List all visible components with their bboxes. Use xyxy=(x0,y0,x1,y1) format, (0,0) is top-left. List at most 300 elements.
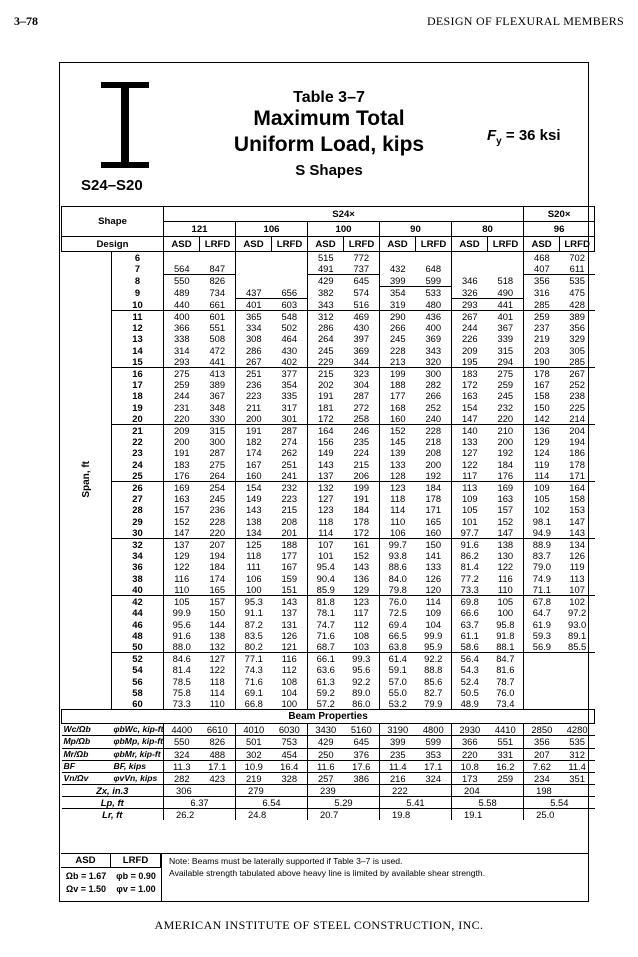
load-cell: 245 xyxy=(209,493,226,505)
lp-value: 6.54 xyxy=(236,797,308,809)
load-cell: 294 xyxy=(497,355,514,367)
load-cell: 76.0 xyxy=(380,596,416,608)
span-value: 11 xyxy=(112,311,164,323)
asd-property-label: Vn/Ωv xyxy=(62,772,112,784)
load-cell: 469 xyxy=(344,311,380,323)
load-cell: 69.1 xyxy=(236,687,272,698)
load-cell: 354 xyxy=(380,287,416,299)
load-cell: 58.6 xyxy=(452,641,488,653)
table-row xyxy=(62,687,595,698)
load-cell: 61.1 xyxy=(452,630,488,641)
load-cell: 480 xyxy=(425,298,442,310)
load-cell: 95.6 xyxy=(352,664,371,676)
property-value: 220 xyxy=(452,748,488,760)
load-cell xyxy=(560,698,595,710)
load-cell: 232 xyxy=(272,482,308,494)
load-cell: 73.4 xyxy=(496,697,515,709)
load-cell: 290 xyxy=(380,311,416,323)
load-cell: 66.5 xyxy=(380,630,416,641)
table-row xyxy=(62,252,595,264)
load-cell: 130 xyxy=(497,550,514,562)
load-cell: 366 xyxy=(164,322,200,333)
span-value: 20 xyxy=(132,412,143,424)
load-cell: 320 xyxy=(425,355,442,367)
load-cell: 91.8 xyxy=(496,629,515,641)
span-value: 19 xyxy=(132,401,143,413)
load-cell: 84.7 xyxy=(488,653,524,665)
lp-value: 5.54 xyxy=(524,797,595,809)
load-cell: 93.0 xyxy=(567,618,587,630)
lr-value: 19.1 xyxy=(452,809,524,821)
lrfd-property-label: φbMr, kip-ft xyxy=(112,748,164,760)
note-line-1: Note: Beams must be laterally supported if Table 3–7 is used. xyxy=(169,856,403,866)
load-cell xyxy=(488,252,524,264)
load-cell: 102 xyxy=(560,596,595,608)
load-cell: 78.5 xyxy=(164,676,200,687)
load-cell: 109 xyxy=(524,482,560,494)
load-cell: 164 xyxy=(560,482,595,494)
load-cell: 367 xyxy=(209,390,226,402)
property-value: 216 xyxy=(380,772,416,784)
property-value: 11.4 xyxy=(380,760,416,772)
property-value: 4280 xyxy=(560,724,595,736)
load-cell: 226 xyxy=(452,333,488,344)
load-cell: 293 xyxy=(452,298,488,310)
load-cell: 246 xyxy=(344,425,380,437)
load-cell: 245 xyxy=(308,345,344,356)
load-cell: 401 xyxy=(488,311,524,323)
load-cell: 150 xyxy=(209,607,226,619)
fy-value: = 36 ksi xyxy=(505,127,561,144)
load-cell: 172 xyxy=(308,413,344,425)
load-cell: 147 xyxy=(569,515,585,527)
load-cell: 147 xyxy=(497,526,514,538)
span-value: 14 xyxy=(132,344,143,356)
load-cell: 50.5 xyxy=(452,687,488,698)
lrfd-property-label: BF, kips xyxy=(112,760,164,772)
table-row xyxy=(62,539,595,551)
load-cell: 127 xyxy=(200,653,236,665)
load-cell: 225 xyxy=(569,401,585,413)
span-value: 8 xyxy=(134,275,141,287)
table-row xyxy=(62,345,595,356)
table-row xyxy=(62,436,595,447)
zx-value: 239 xyxy=(308,785,380,797)
table-row xyxy=(62,425,595,437)
load-cell: 63.8 xyxy=(380,641,416,653)
load-cell: 184 xyxy=(209,561,226,573)
load-cell: 73.3 xyxy=(452,584,488,596)
load-cell: 356 xyxy=(524,275,560,287)
load-cell xyxy=(452,252,488,264)
load-cell: 172 xyxy=(353,526,370,538)
load-cell: 382 xyxy=(308,287,344,299)
load-cell: 163 xyxy=(497,493,514,505)
load-cell: 275 xyxy=(209,458,226,470)
load-cell: 188 xyxy=(380,379,416,390)
property-value: 429 xyxy=(308,736,344,748)
span-value: 26 xyxy=(112,482,164,494)
load-cell: 168 xyxy=(380,402,416,413)
load-cell: 80.2 xyxy=(236,641,272,653)
load-cell: 113 xyxy=(569,572,585,584)
load-cell: 251 xyxy=(236,368,272,380)
load-cell: 138 xyxy=(488,539,524,551)
load-cell: 97.2 xyxy=(567,607,587,619)
load-cell: 136 xyxy=(353,572,370,584)
table-row xyxy=(62,527,595,539)
load-cell: 464 xyxy=(281,333,298,345)
span-value: 32 xyxy=(112,539,164,551)
load-cell: 154 xyxy=(452,402,488,413)
load-cell: 285 xyxy=(569,355,585,367)
load-cell: 430 xyxy=(281,344,298,356)
load-cell: 83.7 xyxy=(524,550,560,561)
span-value: 40 xyxy=(132,583,143,595)
load-cell: 160 xyxy=(380,413,416,425)
property-value: 324 xyxy=(416,772,452,784)
load-cell: 176 xyxy=(497,469,514,481)
span-value: 7 xyxy=(134,263,141,275)
load-cell: 400 xyxy=(164,311,200,323)
load-cell: 139 xyxy=(380,447,416,458)
load-cell: 123 xyxy=(344,596,380,608)
load-cell: 99.9 xyxy=(424,629,443,641)
load-cell: 186 xyxy=(569,447,585,459)
load-cell: 83.5 xyxy=(236,630,272,641)
property-value: 4400 xyxy=(164,724,200,736)
load-cell: 209 xyxy=(452,345,488,356)
load-cell: 152 xyxy=(353,550,370,562)
property-value: 17.1 xyxy=(416,760,452,772)
load-cell: 174 xyxy=(209,572,226,584)
load-cell: 229 xyxy=(308,356,344,368)
load-cell: 315 xyxy=(200,425,236,437)
beam-property-row xyxy=(62,748,595,760)
load-cell: 213 xyxy=(380,356,416,368)
span-value: 10 xyxy=(132,298,143,310)
zx-value: 279 xyxy=(236,785,308,797)
span-value: 15 xyxy=(132,355,143,367)
load-cell: 152 xyxy=(164,516,200,527)
table-row xyxy=(62,493,595,504)
load-cell: 228 xyxy=(416,425,452,437)
load-cell: 68.7 xyxy=(308,641,344,653)
load-cell: 228 xyxy=(380,345,416,356)
load-cell: 199 xyxy=(380,368,416,380)
section-property-row xyxy=(62,785,595,797)
load-cell: 319 xyxy=(380,298,416,310)
load-cell xyxy=(236,275,272,287)
load-cell xyxy=(164,252,200,264)
span-value: 34 xyxy=(132,550,143,562)
property-value: 550 xyxy=(164,736,200,748)
lp-label: Lp, ft xyxy=(62,797,164,809)
load-cell: 143 xyxy=(353,561,370,573)
load-cell: 734 xyxy=(209,286,226,298)
load-cell: 116 xyxy=(272,653,308,665)
load-cell: 317 xyxy=(281,401,298,413)
load-cell: 156 xyxy=(308,436,344,447)
load-cell: 102 xyxy=(524,504,560,515)
span-value: 38 xyxy=(132,572,143,584)
phi-b: φb = 0.90 xyxy=(116,871,156,881)
load-cell: 238 xyxy=(569,390,585,402)
asd-header: ASD xyxy=(524,237,560,252)
load-cell: 133 xyxy=(380,459,416,470)
section-property-row xyxy=(62,797,595,809)
load-cell: 184 xyxy=(497,458,514,470)
property-value: 826 xyxy=(200,736,236,748)
load-cell: 208 xyxy=(425,447,442,459)
lrfd-factors xyxy=(111,870,161,896)
load-cell: 399 xyxy=(380,275,416,287)
load-cell: 472 xyxy=(209,344,226,356)
load-cell: 335 xyxy=(281,390,298,402)
load-cell: 77.2 xyxy=(452,573,488,584)
table-row xyxy=(62,607,595,618)
load-cell: 122 xyxy=(452,459,488,470)
load-cell: 108 xyxy=(281,675,298,687)
load-cell: 574 xyxy=(353,286,370,298)
property-value: 11.4 xyxy=(560,760,595,772)
load-cell: 141 xyxy=(425,550,442,562)
load-cell: 110 xyxy=(209,697,225,709)
load-cell: 200 xyxy=(236,413,272,425)
load-cell: 214 xyxy=(569,412,585,424)
load-cell: 429 xyxy=(308,275,344,287)
load-cell: 152 xyxy=(380,425,416,437)
load-cell: 66.1 xyxy=(308,653,344,665)
load-cell: 232 xyxy=(497,401,514,413)
load-cell: 87.2 xyxy=(236,619,272,630)
note-line-2: Available strength tabulated above heavy line is limited by available shear strength. xyxy=(169,868,486,878)
load-cell: 127 xyxy=(452,447,488,458)
load-cell: 241 xyxy=(281,469,298,481)
load-cell: 171 xyxy=(425,504,442,516)
load-cell: 400 xyxy=(425,322,442,334)
load-cell: 282 xyxy=(425,379,442,391)
property-value: 501 xyxy=(236,736,272,748)
load-cell: 114 xyxy=(308,527,344,539)
property-value: 10.9 xyxy=(236,760,272,772)
load-cell: 293 xyxy=(164,356,200,368)
load-cell: 129 xyxy=(353,583,370,595)
property-value: 454 xyxy=(272,748,308,760)
load-cell: 160 xyxy=(236,470,272,482)
load-cell: 150 xyxy=(524,402,560,413)
design-header: Design xyxy=(62,237,164,252)
table-row xyxy=(62,402,595,413)
load-cell xyxy=(272,252,308,264)
weight-header: 100 xyxy=(308,222,380,237)
load-cell: 69.8 xyxy=(452,596,488,608)
load-cell: 153 xyxy=(569,504,585,516)
load-cell: 157 xyxy=(164,504,200,515)
load-cell: 95.3 xyxy=(236,596,272,608)
load-cell xyxy=(560,653,595,665)
lr-value: 26.2 xyxy=(164,809,236,821)
lrfd-header: LRFD xyxy=(272,237,308,252)
load-cell: 137 xyxy=(308,470,344,482)
zx-value: 204 xyxy=(452,785,524,797)
load-cell: 157 xyxy=(497,504,514,516)
load-cell: 88.9 xyxy=(524,539,560,551)
load-cell: 194 xyxy=(569,436,585,448)
property-value: 16.4 xyxy=(272,760,308,772)
load-cell: 183 xyxy=(164,459,200,470)
load-cell: 77.1 xyxy=(236,653,272,665)
load-cell: 133 xyxy=(425,561,442,573)
phi-v: φv = 1.00 xyxy=(116,884,156,894)
load-cell: 224 xyxy=(353,447,370,459)
load-cell: 312 xyxy=(308,311,344,323)
load-cell: 169 xyxy=(164,482,200,494)
load-cell xyxy=(380,252,416,264)
load-cell: 55.0 xyxy=(380,687,416,698)
load-cell: 145 xyxy=(380,436,416,447)
load-cell: 413 xyxy=(200,368,236,380)
load-cell: 236 xyxy=(236,379,272,390)
load-cell: 143 xyxy=(236,504,272,515)
load-cell: 199 xyxy=(344,482,380,494)
load-cell: 287 xyxy=(209,447,226,459)
load-cell: 200 xyxy=(425,458,442,470)
zx-value: 222 xyxy=(380,785,452,797)
load-cell: 259 xyxy=(164,379,200,390)
load-cell: 101 xyxy=(452,516,488,527)
load-cell: 79.0 xyxy=(524,561,560,572)
lrfd-property-label: φbMp, kip-ft xyxy=(113,736,163,747)
load-cell: 237 xyxy=(524,322,560,333)
load-cell: 259 xyxy=(524,311,560,323)
load-cell: 95.9 xyxy=(424,640,443,652)
table-row xyxy=(62,630,595,641)
s20-header: S20× xyxy=(524,207,595,222)
load-cell: 105 xyxy=(488,596,524,608)
load-cell: 99.7 xyxy=(380,539,416,551)
load-cell: 219 xyxy=(524,333,560,344)
load-cell: 244 xyxy=(452,322,488,333)
table-row xyxy=(62,641,595,653)
load-cell: 346 xyxy=(452,275,488,287)
load-cell: 63.7 xyxy=(452,619,488,630)
lp-value: 5.58 xyxy=(452,797,524,809)
load-cell: 110 xyxy=(497,583,513,595)
load-cell: 169 xyxy=(488,482,524,494)
load-cell: 329 xyxy=(569,333,585,345)
beam-property-row xyxy=(62,760,595,772)
load-cell: 274 xyxy=(281,436,298,448)
span-value: 54 xyxy=(132,664,143,676)
load-cell: 89.1 xyxy=(567,629,587,641)
load-cell xyxy=(560,687,595,698)
property-value: 207 xyxy=(524,748,560,760)
load-cell: 661 xyxy=(209,298,226,310)
load-cell: 88.6 xyxy=(380,561,416,572)
load-cell: 118 xyxy=(209,675,225,687)
load-cell: 389 xyxy=(209,379,226,391)
property-value: 302 xyxy=(236,748,272,760)
load-cell: 137 xyxy=(164,539,200,551)
load-cell: 300 xyxy=(209,436,226,448)
table-row xyxy=(62,516,595,527)
load-cell: 365 xyxy=(236,311,272,323)
load-cell: 142 xyxy=(524,413,560,425)
s24-header: S24× xyxy=(164,207,524,222)
load-cell: 315 xyxy=(497,344,514,356)
table-row xyxy=(62,298,595,310)
table-row xyxy=(62,561,595,572)
property-value: 11.3 xyxy=(164,760,200,772)
load-cell: 132 xyxy=(308,482,344,494)
property-value: 4410 xyxy=(488,724,524,736)
span-value: 60 xyxy=(132,697,143,709)
load-cell: 128 xyxy=(380,470,416,482)
load-cell: 245 xyxy=(497,390,514,402)
chapter-title: DESIGN OF FLEXURAL MEMBERS xyxy=(426,14,624,28)
load-cell: 369 xyxy=(425,333,442,345)
load-cell: 267 xyxy=(236,356,272,368)
load-cell: 550 xyxy=(164,275,200,287)
load-cell: 59.1 xyxy=(380,664,416,675)
table-row xyxy=(62,390,595,401)
load-cell: 223 xyxy=(236,390,272,401)
load-cell: 601 xyxy=(200,311,236,323)
property-value: 173 xyxy=(452,772,488,784)
load-cell: 59.2 xyxy=(308,687,344,698)
load-cell: 123 xyxy=(308,504,344,515)
load-cell xyxy=(560,676,595,687)
load-cell: 124 xyxy=(524,447,560,458)
load-cell: 99.9 xyxy=(164,607,200,618)
load-cell: 159 xyxy=(281,572,298,584)
lrfd-header: LRFD xyxy=(344,237,380,252)
span-value: 22 xyxy=(132,436,143,448)
asd-header: ASD xyxy=(452,237,488,252)
load-cell: 105 xyxy=(452,504,488,515)
load-cell: 314 xyxy=(164,345,200,356)
load-cell: 85.6 xyxy=(424,675,443,687)
load-cell: 210 xyxy=(488,425,524,437)
load-cell: 149 xyxy=(308,447,344,458)
page-header xyxy=(14,14,624,32)
load-cell: 106 xyxy=(380,527,416,539)
load-cell: 144 xyxy=(209,618,226,630)
lrfd-property-label: φvVn, kips xyxy=(112,772,164,784)
load-cell: 305 xyxy=(569,344,585,356)
lrfd-label: LRFD xyxy=(111,854,161,868)
load-cell: 223 xyxy=(281,493,298,505)
load-cell: 220 xyxy=(209,526,226,538)
property-value: 328 xyxy=(272,772,308,784)
load-cell: 154 xyxy=(236,482,272,494)
load-cell: 129 xyxy=(524,436,560,447)
zx-value: 306 xyxy=(164,785,236,797)
load-cell: 209 xyxy=(164,425,200,437)
load-cell: 74.3 xyxy=(236,664,272,675)
load-cell: 518 xyxy=(497,275,514,287)
property-value: 353 xyxy=(416,748,452,760)
load-cell: 106 xyxy=(236,573,272,584)
property-value: 5160 xyxy=(344,724,380,736)
load-cell: 236 xyxy=(209,504,226,516)
lrfd-header: LRFD xyxy=(200,237,236,252)
load-cell: 61.9 xyxy=(524,619,560,630)
load-cell: 603 xyxy=(281,298,298,310)
load-cell: 645 xyxy=(353,275,370,287)
load-cell: 200 xyxy=(497,436,514,448)
